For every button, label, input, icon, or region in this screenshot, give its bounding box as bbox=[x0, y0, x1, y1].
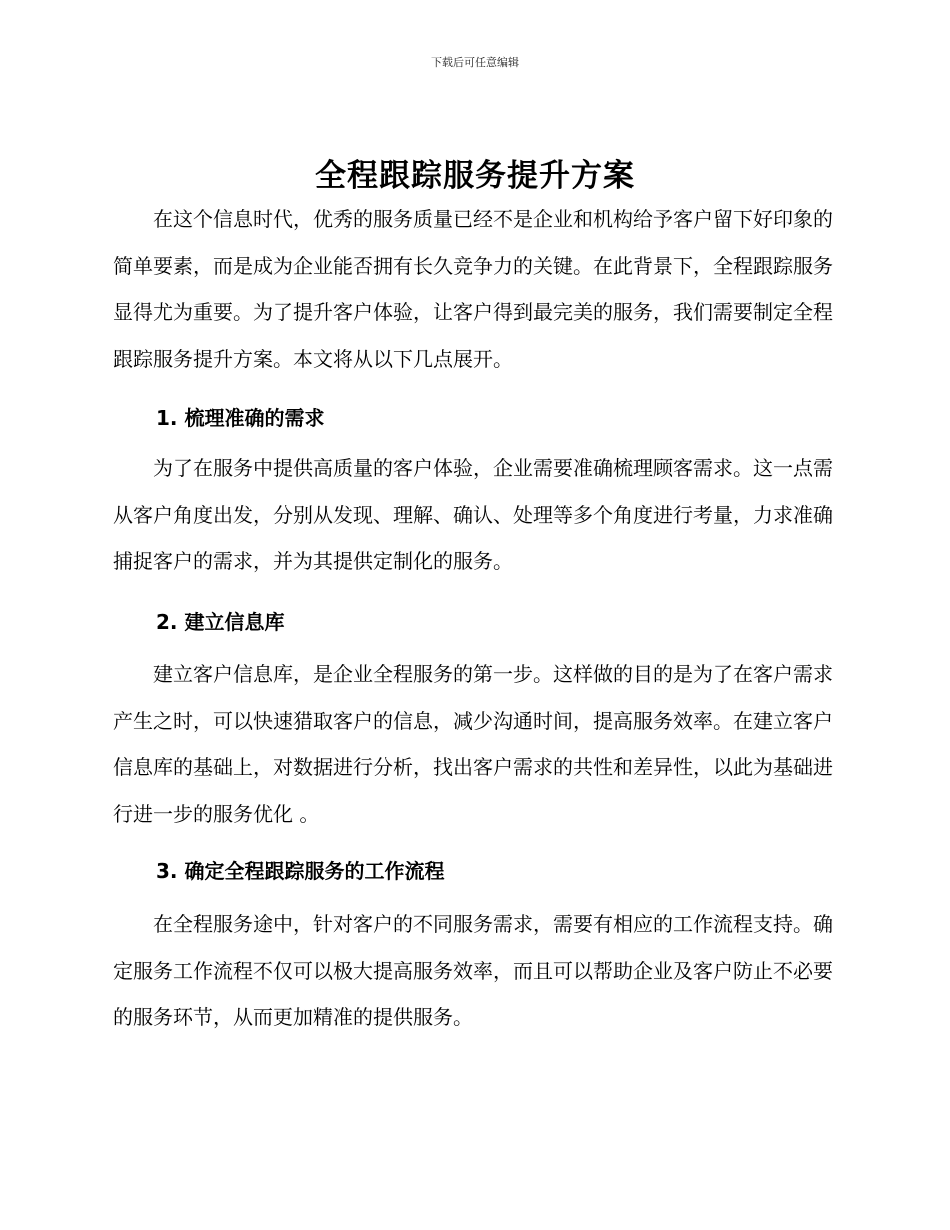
intro-paragraph: 在这个信息时代，优秀的服务质量已经不是企业和机构给予客户留下好印象的简单要素，而是成为企业能否拥有长久竞争力的关键。在此背景下，全程跟踪服务显得尤为重要。为了提升客户体验，让客户得到最完美的服务，我们需要制定全程跟踪服务提升方案。本文将从以下几点展开。 bbox=[113, 207, 833, 371]
section-body-2: 建立客户信息库，是企业全程服务的第一步。这样做的目的是为了在客户需求产生之时，可以快速猎取客户的信息，减少沟通时间，提高服务效率。在建立客户信息库的基础上，对数据进行分析，找出客户需求的共性和差异性，以此为基础进行进一步的服务优化 。 bbox=[113, 662, 833, 826]
section-heading-2: 2. 建立信息库 bbox=[156, 610, 285, 634]
section-body-3: 在全程服务途中，针对客户的不同服务需求，需要有相应的工作流程支持。确定服务工作流程不仅可以极大提高服务效率，而且可以帮助企业及客户防止不必要的服务环节，从而更加精准的提供服务。 bbox=[113, 912, 833, 1029]
section-heading-1: 1. 梳理准确的需求 bbox=[156, 406, 325, 430]
page-header-note: 下载后可任意编辑 bbox=[431, 56, 519, 69]
section-body-1: 为了在服务中提供高质量的客户体验，企业需要准确梳理顾客需求。这一点需从客户角度出发，分别从发现、理解、确认、处理等多个角度进行考量，力求准确捕捉客户的需求，并为其提供定制化的服务。 bbox=[113, 456, 833, 573]
section-heading-3: 3. 确定全程跟踪服务的工作流程 bbox=[156, 859, 445, 883]
document-title: 全程跟踪服务提升方案 bbox=[315, 158, 635, 194]
